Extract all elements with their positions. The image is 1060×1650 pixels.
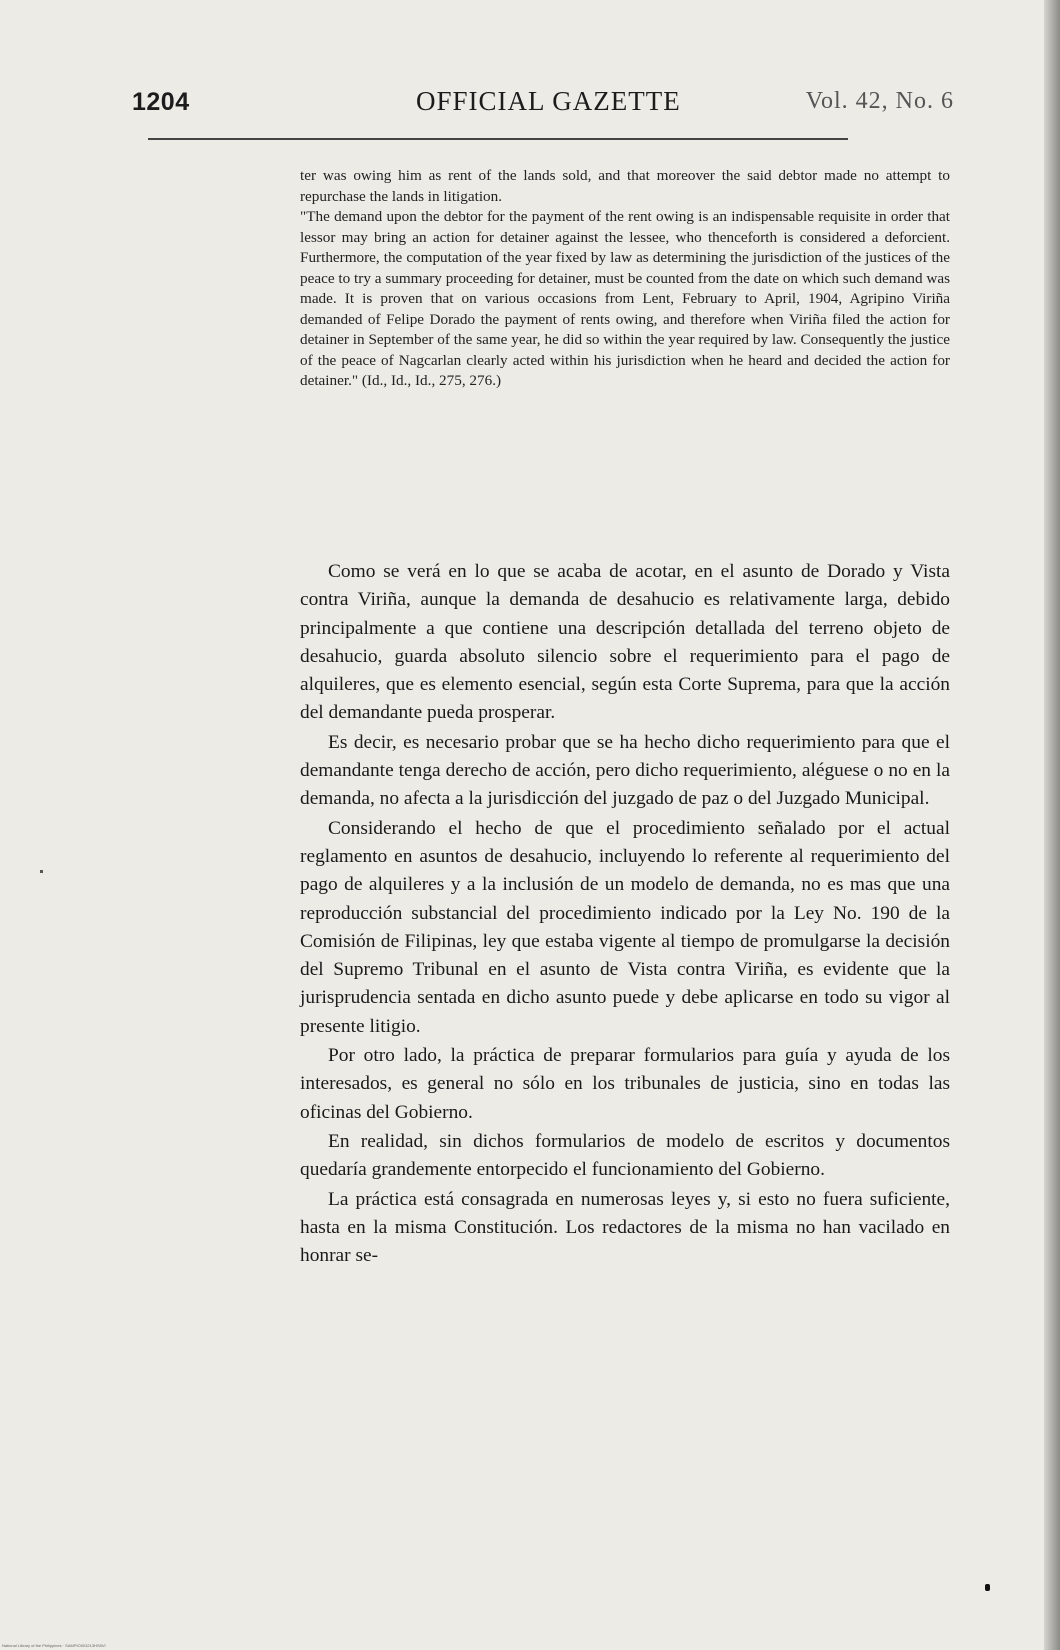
gazette-title: OFFICIAL GAZETTE [416, 86, 681, 116]
volume-number: Vol. 42, No. 6 [805, 88, 954, 114]
page-number: 1204 [132, 88, 190, 116]
body-paragraph: En realidad, sin dichos formularios de modelo de escritos y documentos quedaría grandemente entorpecido el funcionamiento del Gobierno. [300, 1130, 950, 1181]
body-paragraph: La práctica está consagrada en numerosas leyes y, si esto no fuera suficiente, hasta en la misma Constitución. Los redactores de la misma no han vacilado en honrar se- [300, 1188, 950, 1267]
header-rule [148, 138, 848, 140]
quote-paragraph: ter was owing him as rent of the lands sold, and that moreover the said debtor made no attempt to repurchase the lands in litigation. [300, 167, 950, 205]
spanish-body-text [300, 558, 950, 1271]
margin-mark [40, 870, 43, 873]
page-dot-mark [985, 1584, 990, 1591]
scan-credit: National Library of the Philippines · SAMPIO003213HS5VI [2, 1643, 106, 1648]
body-paragraph: Es decir, es necesario probar que se ha hecho dicho requerimiento para que el demandante tenga derecho de acción, pero dicho requerimiento, aléguese o no en la demanda, no afecta a la jurisdicción del juzgado de paz o del Juzgado Municipal. [300, 731, 950, 810]
body-paragraph: Considerando el hecho de que el procedimiento señalado por el actual reglamento en asuntos de desahucio, incluyendo lo referente al requerimiento del pago de alquileres y a la inclusión de un modelo de demanda, no es mas que una reproducción substancial del procedimiento indicado por la Ley No. 190 de la Comisión de Filipinas, ley que estaba vigente al tiempo de promulgarse la decisión del Supremo Tribunal en el asunto de Vista contra Viriña, es evidente que la jurisprudencia sentada en dicho asunto puede y debe aplicarse en todo su vigor al presente litigio. [300, 817, 950, 1037]
body-paragraph: Por otro lado, la práctica de preparar formularios para guía y ayuda de los interesados, es general no sólo en los tribunales de justicia, sino en todas las oficinas del Gobierno. [300, 1045, 950, 1123]
quoted-english-text [300, 166, 950, 392]
quote-paragraph: "The demand upon the debtor for the payment of the rent owing is an indispensable requisite in order that lessor may bring an action for detainer against the lessee, who thenceforth is considered a deforcient. Furthermore, the computation of the year fixed by law as determining the jurisdiction of the justices of the peace to try a summary proceeding for detainer, must be counted from the date on which such demand was made. It is proven that on various occasions from Lent, February to April, 1904, Agripino Viriña demanded of Felipe Dorado the payment of rents owing, and therefore when Viriña filed the action for detainer in September of the same year, he did so within the year required by law. Consequently the justice of the peace of Nagcarlan clearly acted within his jurisdiction when he heard and decided the action for detainer." (Id., Id., Id., 275, 276.) [300, 208, 950, 389]
page-edge-shadow [1044, 0, 1060, 1650]
page-header [132, 88, 954, 128]
body-paragraph: Como se verá en lo que se acaba de acotar, en el asunto de Dorado y Vista contra Viriña, aunque la demanda de desahucio es relativamente larga, debido principalmente a que contiene una descripción detallada del terreno objeto de desahucio, guarda absoluto silencio sobre el requerimiento para el pago de alquileres, que es elemento esencial, según esta Corte Suprema, para que la acción del demandante pueda prosperar. [300, 561, 950, 724]
